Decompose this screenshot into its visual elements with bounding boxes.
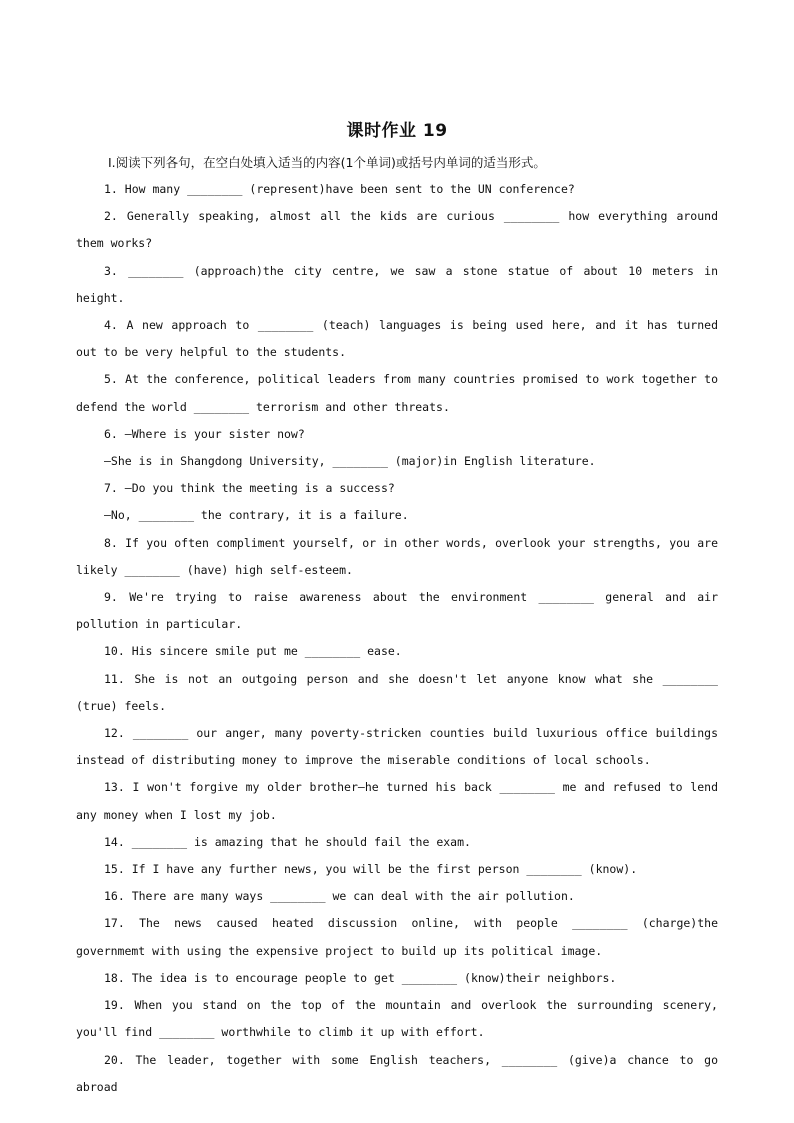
exercise-item: 4. A new approach to ________ (teach) languages is being used here, and it has turned out to be very helpful to the students. bbox=[76, 318, 718, 360]
page-title: 课时作业 19 bbox=[346, 121, 448, 141]
exercise-item: 11. She is not an outgoing person and she doesn't let anyone know what she ________ (true) feels. bbox=[76, 671, 718, 713]
instruction-text: Ⅰ.阅读下列各句，在空白处填入适当的内容(1个单词)或括号内单词的适当形式。 bbox=[108, 155, 546, 170]
exercise-item: 18. The idea is to encourage people to get ________ (know)their neighbors. bbox=[104, 970, 617, 985]
exercise-item: 10. His sincere smile put me ________ ease. bbox=[104, 644, 402, 659]
exercise-item: 12. ________ our anger, many poverty-stricken counties build luxurious office buildings instead of distributing money to improve the miserable conditions of local schools. bbox=[76, 726, 718, 768]
exercise-item: —She is in Shangdong University, ________ (major)in English literature. bbox=[104, 454, 596, 469]
exercise-item: 5. At the conference, political leaders from many countries promised to work together to defend the world ________ terrorism and other threats. bbox=[76, 372, 718, 414]
exercise-list bbox=[76, 176, 718, 1101]
exercise-item: 9. We're trying to raise awareness about the environment ________ general and air pollution in particular. bbox=[76, 590, 718, 632]
exercise-item: 8. If you often compliment yourself, or in other words, overlook your strengths, you are likely ________ (have) high self-esteem. bbox=[76, 535, 718, 577]
exercise-item: 6. —Where is your sister now? bbox=[104, 426, 305, 441]
exercise-item: 13. I won't forgive my older brother—he turned his back ________ me and refused to lend any money when I lost my job. bbox=[76, 780, 718, 822]
exercise-item: 3. ________ (approach)the city centre, we saw a stone statue of about 10 meters in height. bbox=[76, 263, 718, 305]
exercise-item: 14. ________ is amazing that he should fail the exam. bbox=[104, 834, 471, 849]
exercise-item: 17. The news caused heated discussion online, with people ________ (charge)the governmemt with using the expensive project to build up its political image. bbox=[76, 916, 718, 958]
exercise-item: 20. The leader, together with some English teachers, ________ (give)a chance to go abroad bbox=[76, 1052, 718, 1094]
exercise-item: 15. If I have any further news, you will be the first person ________ (know). bbox=[104, 862, 638, 877]
exercise-item: —No, ________ the contrary, it is a failure. bbox=[104, 508, 409, 523]
exercise-item: 19. When you stand on the top of the mountain and overlook the surrounding scenery, you'll find ________ worthwhile to climb it up with effort. bbox=[76, 998, 718, 1040]
exercise-item: 2. Generally speaking, almost all the kids are curious ________ how everything around them works? bbox=[76, 209, 718, 251]
exercise-item: 16. There are many ways ________ we can deal with the air pollution. bbox=[104, 889, 575, 904]
exercise-item: 7. —Do you think the meeting is a success? bbox=[104, 481, 395, 496]
exercise-item: 1. How many ________ (represent)have been sent to the UN conference? bbox=[104, 182, 575, 196]
